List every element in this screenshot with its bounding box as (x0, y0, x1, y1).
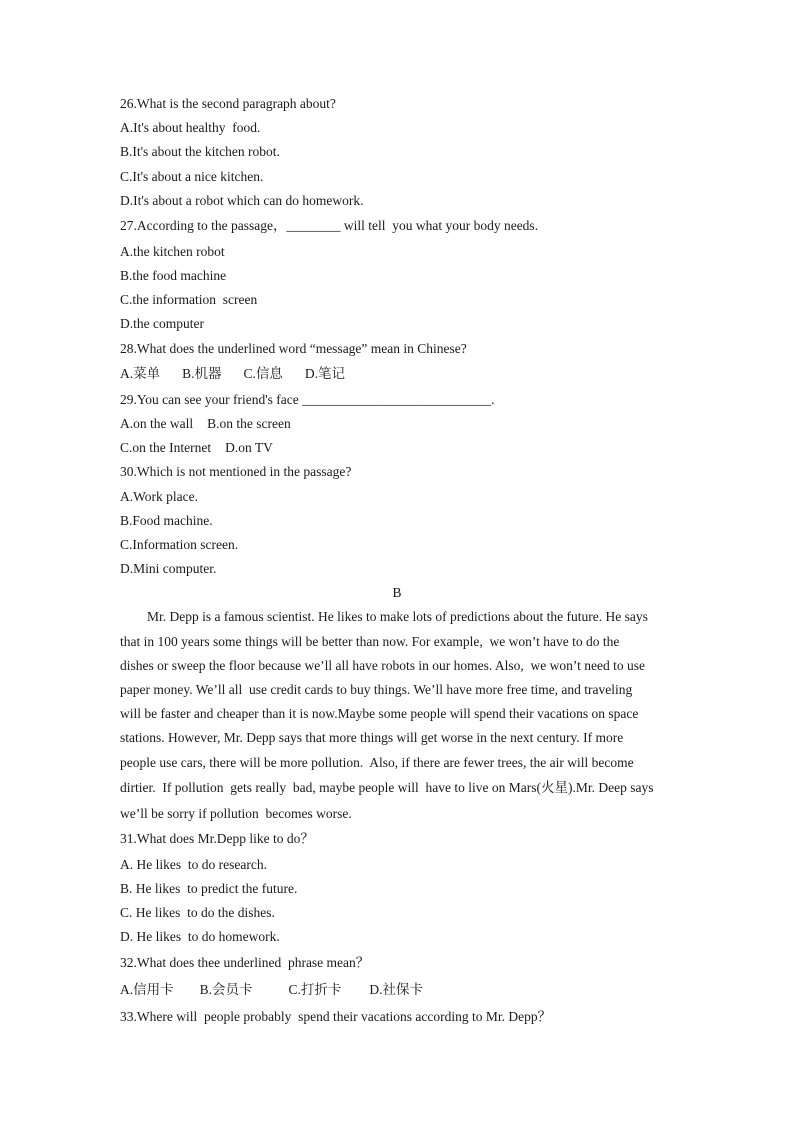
passage-line: Mr. Depp is a famous scientist. He likes to make lots of predictions about the future. He says (120, 609, 648, 624)
q27-option-d: D.the computer (120, 316, 204, 331)
q26-option-b: B.It's about the kitchen robot. (120, 144, 280, 159)
q28-option-b: B.机器 (182, 366, 222, 381)
q31-option-b: B. He likes to predict the future. (120, 881, 298, 896)
q31-option-c: C. He likes to do the dishes. (120, 905, 275, 920)
q26-option-d: D.It's about a robot which can do homework. (120, 193, 364, 208)
question-33: 33.Where will people probably spend their vacations according to Mr. Depp？ (120, 1009, 552, 1024)
q29-option-c: C.on the Internet (120, 440, 212, 455)
q26-option-c: C.It's about a nice kitchen. (120, 169, 264, 184)
passage-line: will be faster and cheaper than it is now.Maybe some people will spend their vacations on space (120, 706, 639, 721)
q30-option-c: C.Information screen. (120, 537, 239, 552)
q31-option-d: D. He likes to do homework. (120, 929, 280, 944)
q28-option-d: D.笔记 (304, 366, 346, 381)
passage-line: we’ll be sorry if pollution becomes worse. (120, 806, 352, 821)
q29-option-b: B.on the screen (207, 416, 291, 431)
q32-option-c: C.打折卡 (288, 982, 342, 997)
q29-option-d: D.on TV (225, 440, 273, 455)
question-26: 26.What is the second paragraph about? (120, 96, 336, 111)
q32-option-d: D.社保卡 (369, 982, 424, 997)
q26-option-a: A.It's about healthy food. (120, 120, 261, 135)
passage-line: people use cars, there will be more pollution. Also, if there are fewer trees, the air will become (120, 755, 634, 770)
q32-options (120, 982, 423, 998)
section-b-heading: B (392, 585, 402, 600)
passage-line: dirtier. If pollution gets really bad, maybe people will have to live on Mars(火星).Mr. Deep says (120, 780, 654, 795)
q29-options-row-1 (120, 416, 291, 432)
q27-option-b: B.the food machine (120, 268, 227, 283)
passage-line: dishes or sweep the floor because we’ll all have robots in our homes. Also, we won’t need to use (120, 658, 646, 673)
q27-option-c: C.the information screen (120, 292, 258, 307)
question-30: 30.Which is not mentioned in the passage? (120, 464, 352, 479)
question-27 (120, 218, 538, 234)
question-27-text-after: will tell you what your body needs. (340, 218, 539, 233)
q30-option-b: B.Food machine. (120, 513, 213, 528)
q29-options-row-2 (120, 440, 273, 456)
q31-option-a: A. He likes to do research. (120, 857, 267, 872)
question-27-text-before: 27.According to the passage， (120, 218, 287, 233)
q32-option-a: A.信用卡 (120, 982, 174, 997)
q32-option-b: B.会员卡 (199, 982, 253, 997)
question-31: 31.What does Mr.Depp like to do？ (120, 831, 314, 846)
q28-option-a: A.菜单 (120, 366, 161, 381)
q30-option-d: D.Mini computer. (120, 561, 217, 576)
passage-line: that in 100 years some things will be better than now. For example, we won’t have to do the (120, 634, 620, 649)
q30-option-a: A.Work place. (120, 489, 199, 504)
q27-option-a: A.the kitchen robot (120, 244, 225, 259)
q28-option-c: C.信息 (243, 366, 283, 381)
question-27-blank: ________ (286, 218, 341, 233)
question-32: 32.What does thee underlined phrase mean？ (120, 955, 370, 970)
q29-option-a: A.on the wall (120, 416, 194, 431)
passage-line: paper money. We’ll all use credit cards to buy things. We’ll have more free time, and traveling (120, 682, 633, 697)
q28-options (120, 366, 345, 382)
question-29: 29.You can see your friend's face ____________________________. (120, 392, 495, 407)
passage-line: stations. However, Mr. Depp says that more things will get worse in the next century. If more (120, 730, 624, 745)
question-28: 28.What does the underlined word “message” mean in Chinese? (120, 341, 467, 356)
